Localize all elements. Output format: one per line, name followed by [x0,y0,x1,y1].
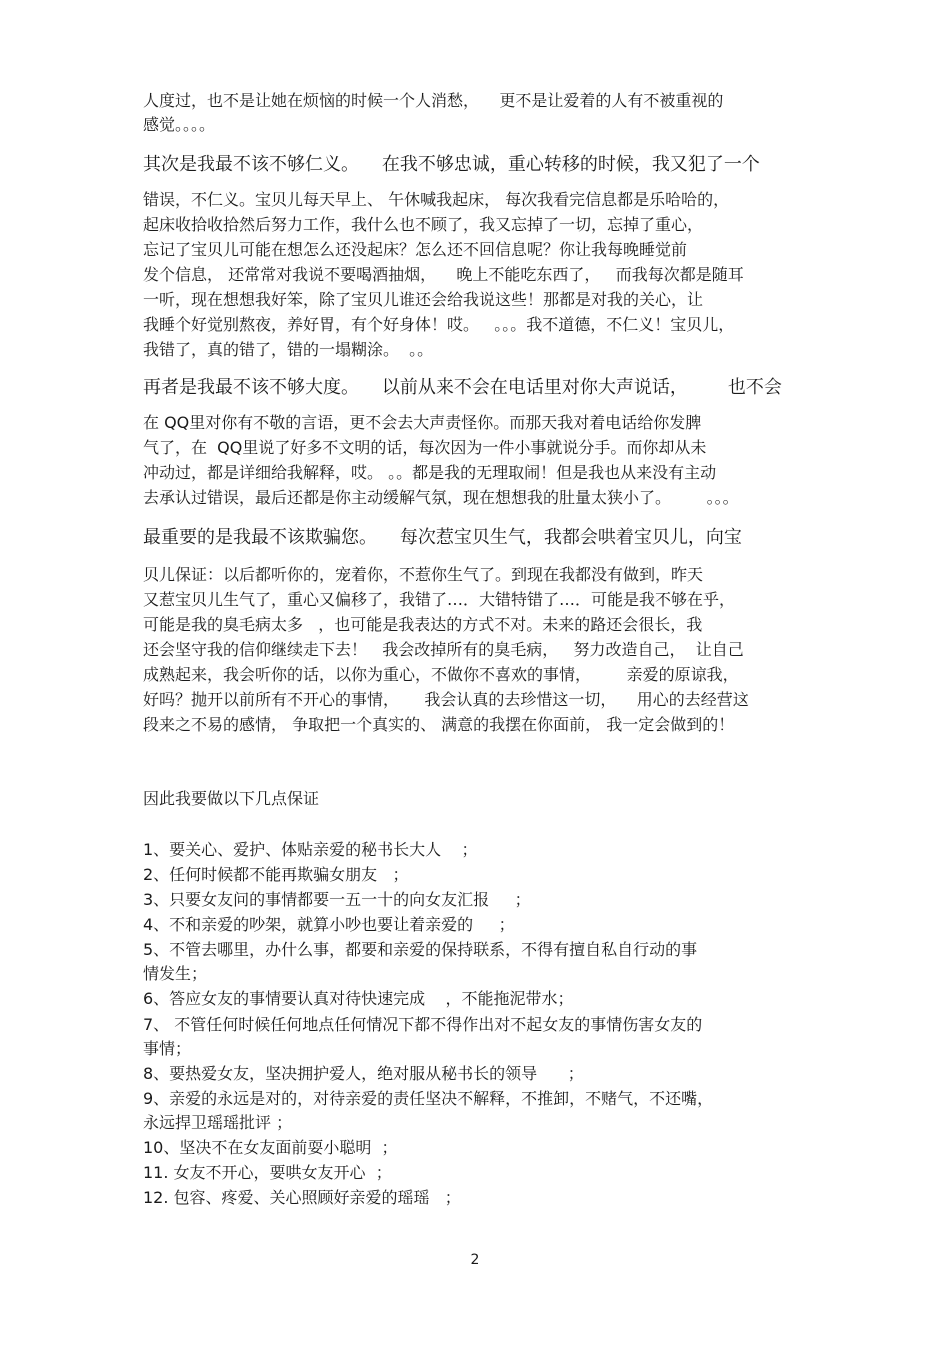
list-item-continuation: 事情； [143,1039,192,1058]
page-number: 2 [470,1252,480,1268]
list-item: 11. 女友不开心，要哄女友开心 ； [143,1163,392,1182]
guarantee-intro: 因此我要做以下几点保证 [143,789,320,808]
text-line: 段来之不易的感情， 争取把一个真实的、 满意的我摆在你面前， 我一定会做到的！ [143,715,735,734]
list-item-continuation: 情发生； [143,964,208,983]
text-line: 一听，现在想想我好笨，除了宝贝儿谁还会给我说这些！那都是对我的关心，让 [143,290,704,309]
section-heading-line: 再者是我最不该不够大度。 以前从来不会在电话里对你大声说话， 也不会 [143,377,782,398]
list-item: 7、 不管任何时候任何地点任何情况下都不得作出对不起女友的事情伤害女友的 [143,1015,703,1034]
text-line: 我睡个好觉别熬夜，养好胃，有个好身体！哎。 。。。我不道德，不仁义！宝贝儿， [143,315,735,334]
list-item: 5、不管去哪里，办什么事，都要和亲爱的保持联系，不得有擅自私自行动的事 [143,940,698,959]
list-item: 2、任何时候都不能再欺骗女朋友 ； [143,865,409,884]
text-line: 可能是我的臭毛病太多 ，也可能是我表达的方式不对。未来的路还会很长，我 [143,615,703,634]
text-line: 冲动过，都是详细给我解释，哎。 。。都是我的无理取闹！但是我也从来没有主动 [143,463,717,482]
section-heading-line: 最重要的是我最不该欺骗您。 每次惹宝贝生气，我都会哄着宝贝儿，向宝 [143,527,742,548]
list-item-continuation: 永远捍卫瑶瑶批评 ； [143,1113,293,1132]
list-item: 8、要热爱女友，坚决拥护爱人，绝对服从秘书长的领导 ； [143,1064,584,1083]
section-heading-line: 其次是我最不该不够仁义。 在我不够忠诚，重心转移的时候，我又犯了一个 [143,154,760,175]
text-line: 我错了，真的错了，错的一塌糊涂。 。。 [143,340,434,359]
list-item: 12. 包容、疼爱、关心照顾好亲爱的瑶瑶 ； [143,1188,461,1207]
text-line: 在 QQ里对你有不敬的言语，更不会去大声责怪你。而那天我对着电话给你发脾 [143,413,702,432]
text-line: 发个信息， 还常常对我说不要喝酒抽烟， 晚上不能吃东西了， 而我每次都是随耳 [143,265,744,284]
text-line: 还会坚守我的信仰继续走下去！ 我会改掉所有的臭毛病， 努力改造自己， 让自己 [143,640,744,659]
text-line: 人度过，也不是让她在烦恼的时候一个人消愁， 更不是让爱着的人有不被重视的 [143,91,724,110]
text-line: 贝儿保证：以后都听你的，宠着你，不惹你生气了。到现在我都没有做到，昨天 [143,565,704,584]
text-line: 成熟起来，我会听你的话，以你为重心，不做你不喜欢的事情， 亲爱的原谅我， [143,665,739,684]
list-item: 3、只要女友问的事情都要一五一十的向女友汇报 ； [143,890,531,909]
text-line: 错误，不仁义。宝贝儿每天早上、 午休喊我起床， 每次我看完信息都是乐哈哈的， [143,190,730,209]
text-line: 起床收拾收拾然后努力工作，我什么也不顾了，我又忘掉了一切，忘掉了重心， [143,215,704,234]
text-line: 去承认过错误，最后还都是你主动缓解气氛，现在想想我的肚量太狭小了。 。。。 [143,488,739,507]
list-item: 6、答应女友的事情要认真对待快速完成 ，不能拖泥带水； [143,989,574,1008]
text-line: 感觉。。。。 [143,115,216,134]
list-item: 10、坚决不在女友面前耍小聪明 ； [143,1138,398,1157]
list-item: 9、亲爱的永远是对的，对待亲爱的责任坚决不解释，不推卸，不赌气，不还嘴， [143,1089,714,1108]
list-item: 4、不和亲爱的吵架，就算小吵也要让着亲爱的 ； [143,915,515,934]
text-line: 又惹宝贝儿生气了，重心又偏移了，我错了…．大错特错了…．可能是我不够在乎， [143,590,736,609]
text-line: 气了，在 QQ里说了好多不文明的话，每次因为一件小事就说分手。而你却从未 [143,438,707,457]
text-line: 好吗？抛开以前所有不开心的事情， 我会认真的去珍惜这一切， 用心的去经营这 [143,690,749,709]
list-item: 1、要关心、爱护、体贴亲爱的秘书长大人 ； [143,840,478,859]
text-line: 忘记了宝贝儿可能在想怎么还没起床？怎么还不回信息呢？你让我每晚睡觉前 [143,240,688,259]
